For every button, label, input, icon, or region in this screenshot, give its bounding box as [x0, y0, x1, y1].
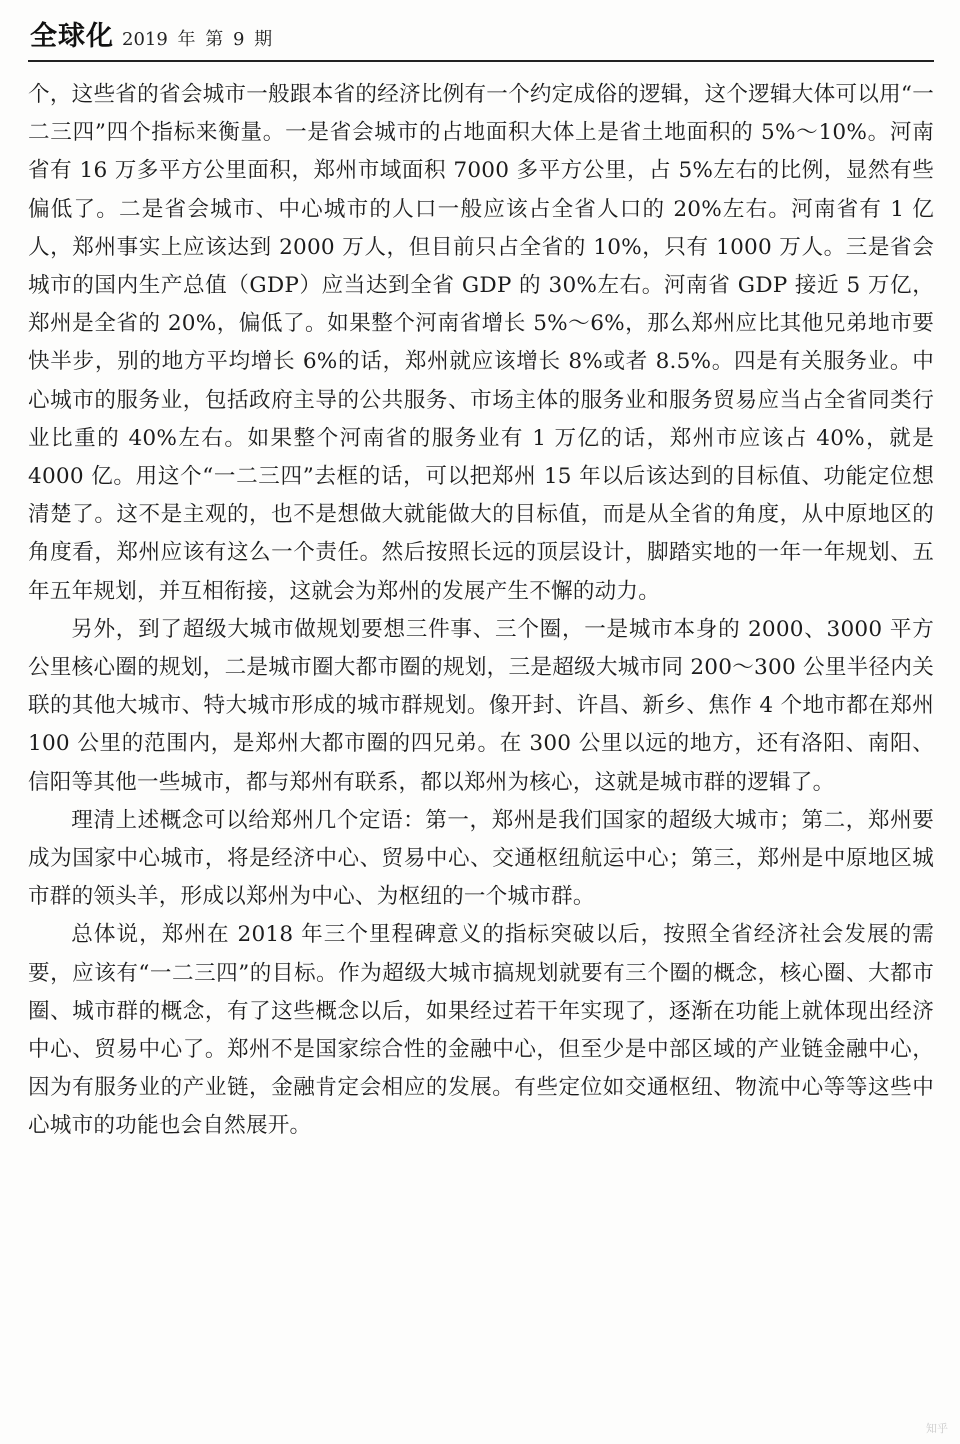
header-divider	[28, 60, 934, 62]
running-header	[30, 14, 272, 58]
watermark: 知乎	[926, 1422, 948, 1435]
journal-name: 全球化	[30, 21, 114, 52]
article-body	[28, 76, 934, 1146]
issue-number: 2019 年 第 9 期	[122, 29, 273, 50]
paragraph-continued: 个，这些省的省会城市一般跟本省的经济比例有一个约定成俗的逻辑，这个逻辑大体可以用“一二三四”四个指标来衡量。一是省会城市的占地面积大体上是省土地面积的 5%～10%。河南省有 16 万多平方公里面积，郑州市域面积 7000 多平方公里，占 5%左右的比例，显然有些偏低了。二是省会城市、中心城市的人口一般应该占全省人口的 20%左右。河南省有 1 亿人，郑州事实上应该达到 2000 万人，但目前只占全省的 10%，只有 1000 万人。三是省会城市的国内生产总值（GDP）应当达到全省 GDP 的 30%左右。河南省 GDP 接近 5 万亿，郑州是全省的 20%，偏低了。如果整个河南省增长 5%～6%，那么郑州应比其他兄弟地市要快半步，别的地方平均增长 6%的话，郑州就应该增长 8%或者 8.5%。四是有关服务业。中心城市的服务业，包括政府主导的公共服务、市场主体的服务业和服务贸易应当占全省同类行业比重的 40%左右。如果整个河南省的服务业有 1 万亿的话，郑州市应该占 40%，就是 4000 亿。用这个“一二三四”去框的话，可以把郑州 15 年以后该达到的目标值、功能定位想清楚了。这不是主观的，也不是想做大就能做大的目标值，而是从全省的角度，从中原地区的角度看，郑州应该有这么一个责任。然后按照长远的顶层设计，脚踏实地的一年一年规划、五年五年规划，并互相衔接，这就会为郑州的发展产生不懈的动力。	[28, 82, 934, 604]
paragraph: 理清上述概念可以给郑州几个定语：第一，郑州是我们国家的超级大城市；第二，郑州要成为国家中心城市，将是经济中心、贸易中心、交通枢纽航运中心；第三，郑州是中原地区城市群的领头羊，形成以郑州为中心、为枢纽的一个城市群。	[28, 807, 934, 910]
paragraph: 另外，到了超级大城市做规划要想三件事、三个圈，一是城市本身的 2000、3000 平方公里核心圈的规划，二是城市圈大都市圈的规划，三是超级大城市同 200～300 公里半径内关联的其他大城市、特大城市形成的城市群规划。像开封、许昌、新乡、焦作 4 个地市都在郑州 100 公里的范围内，是郑州大都市圈的四兄弟。在 300 公里以远的地方，还有洛阳、南阳、信阳等其他一些城市，都与郑州有联系，都以郑州为核心，这就是城市群的逻辑了。	[28, 616, 934, 795]
paragraph: 总体说，郑州在 2018 年三个里程碑意义的指标突破以后，按照全省经济社会发展的需要，应该有“一二三四”的目标。作为超级大城市搞规划就要有三个圈的概念，核心圈、大都市圈、城市群的概念，有了这些概念以后，如果经过若干年实现了，逐渐在功能上就体现出经济中心、贸易中心了。郑州不是国家综合性的金融中心，但至少是中部区域的产业链金融中心，因为有服务业的产业链，金融肯定会相应的发展。有些定位如交通枢纽、物流中心等等这些中心城市的功能也会自然展开。	[28, 922, 934, 1139]
